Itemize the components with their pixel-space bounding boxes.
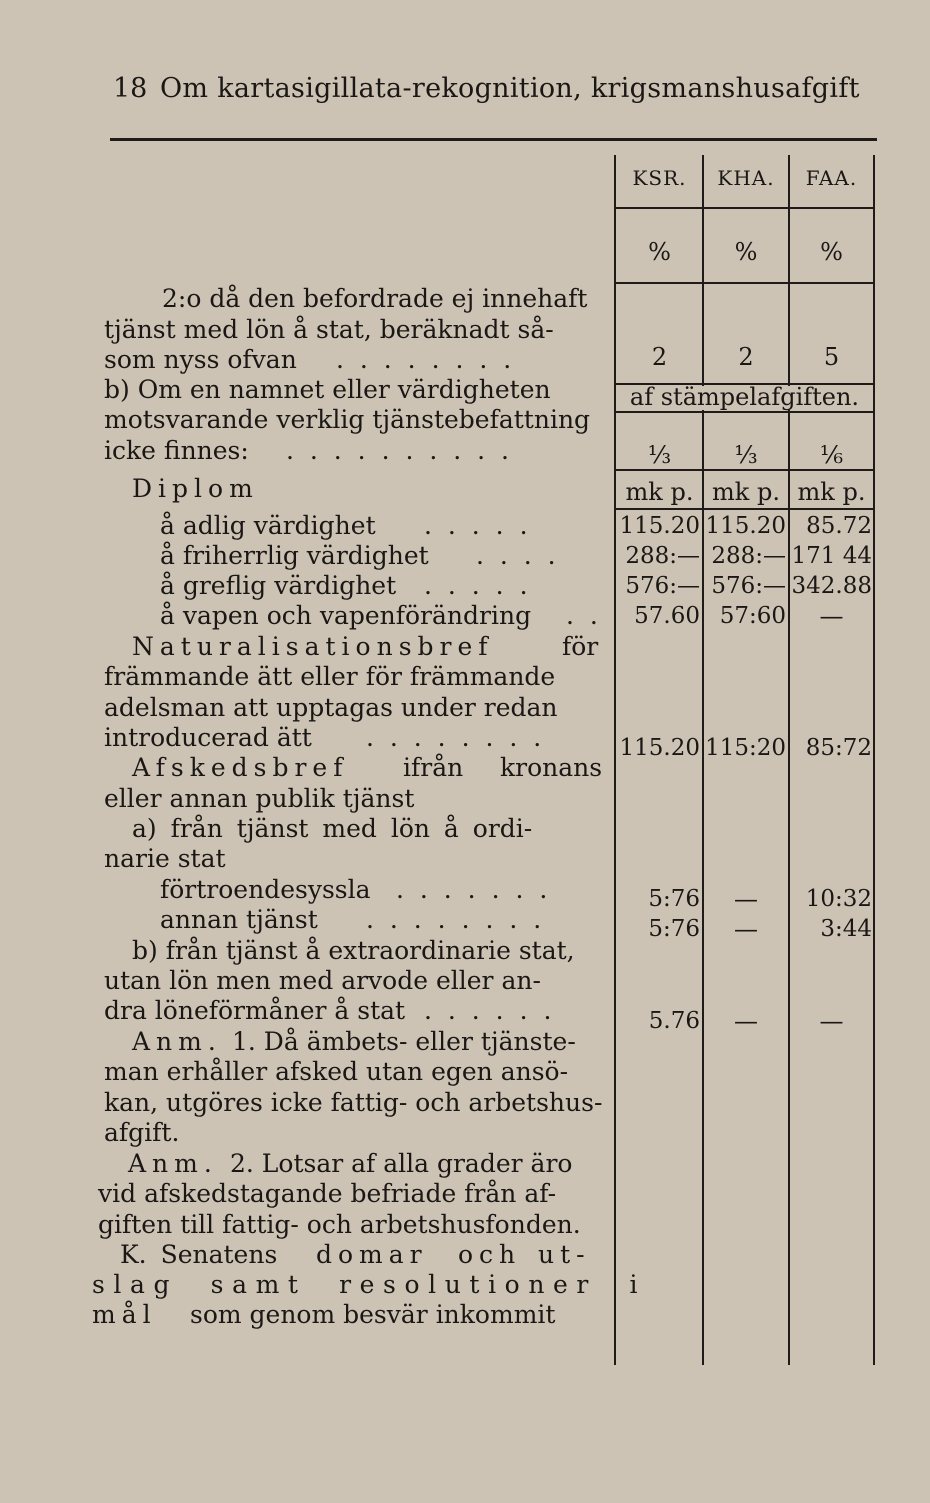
leader-dots: . . . . .	[424, 511, 532, 540]
text-line: man erhåller afsked utan egen ansö-	[104, 1057, 569, 1086]
leader-dots: . . . .	[476, 541, 560, 570]
text-line: 2:o då den befordrade ej innehaft	[162, 284, 588, 313]
stamp-caption: af stämpelafgiften.	[629, 383, 860, 411]
text-line: eller annan publik tjänst	[104, 784, 415, 813]
row-label-vapen: å vapen och vapenförändring	[160, 601, 532, 630]
value-ksr: 115.20	[619, 513, 700, 539]
leader-dots: . . . . . . .	[396, 875, 552, 904]
text-line: narie stat	[104, 844, 226, 873]
page-number: 18	[113, 73, 148, 104]
value-ksr: 5.76	[648, 1008, 700, 1034]
row-2o-faa: 5	[823, 343, 840, 371]
leader-dots: . . . . . . . .	[336, 345, 516, 374]
value-kha: 288:—	[711, 543, 786, 569]
text-line: introducerad ätt	[104, 723, 312, 752]
text-line: a) från tjänst med lön å ordi-	[132, 814, 533, 843]
value-ksr: 57.60	[634, 603, 700, 629]
col-kha-unit: mk p.	[712, 478, 780, 506]
text-line: icke finnes:	[104, 436, 249, 465]
section-heading-afskedsbref: Afskedsbref	[132, 753, 349, 782]
text-line: vid afskedstagande befriade från af-	[98, 1179, 557, 1208]
value-faa: 10:32	[805, 886, 872, 912]
value-faa: 342.88	[791, 573, 872, 599]
section-heading-k: K. Senatens	[120, 1240, 278, 1269]
text-line: som nyss ofvan	[104, 345, 297, 374]
value-kha: 115:20	[705, 735, 786, 761]
value-ksr: 5:76	[648, 886, 700, 912]
grid-line-right	[873, 155, 875, 1365]
row-label-annan: annan tjänst	[160, 905, 318, 934]
value-faa: 85:72	[805, 735, 872, 761]
text-line: b) från tjänst å extraordinarie stat,	[132, 936, 575, 965]
col-ksr-unit: mk p.	[625, 478, 694, 506]
leader-dots: . . . . . . . .	[366, 905, 546, 934]
value-kha: —	[734, 1007, 758, 1035]
text-line: adelsman att upptagas under redan	[104, 693, 558, 722]
col-ksr-header: KSR.	[632, 166, 687, 190]
text-line: främmande ätt eller för främmande	[104, 662, 556, 691]
row-label-extra: dra löneförmåner å stat	[104, 996, 406, 1025]
leader-dots: . . . . . . . . . .	[286, 436, 513, 465]
text-line: 1. Då ämbets- eller tjänste-	[232, 1027, 576, 1056]
col-ksr-percent: %	[648, 238, 671, 266]
col-faa-fraction: ⅙	[819, 441, 844, 469]
header-rule	[110, 138, 877, 141]
value-faa: —	[819, 1007, 844, 1035]
value-faa: 171 44	[791, 543, 872, 569]
leader-dots: . . . . . .	[424, 996, 556, 1025]
col-faa-percent: %	[820, 238, 843, 266]
text-line: b) Om en namnet eller värdigheten	[104, 375, 551, 404]
value-ksr: 288:—	[625, 543, 700, 569]
row-label-fortroende: förtroendesyssla	[160, 875, 371, 904]
text-line: 2. Lotsar af alla grader äro	[230, 1149, 573, 1178]
grid-rule-percent	[614, 282, 875, 284]
value-faa: 85.72	[806, 513, 872, 539]
value-kha: 57:60	[719, 603, 786, 629]
grid-rule-head	[614, 207, 875, 209]
value-kha: 576:—	[711, 573, 786, 599]
row-label-friherrlig: å friherrlig värdighet	[160, 541, 429, 570]
col-kha-fraction: ⅓	[734, 441, 758, 469]
value-kha: —	[734, 885, 758, 913]
leader-dots: . . . . .	[424, 571, 532, 600]
text-line: afgift.	[104, 1118, 180, 1147]
value-ksr: 115.20	[619, 735, 700, 761]
note-label: Anm.	[128, 1149, 218, 1178]
text-word: ut-	[538, 1240, 591, 1269]
section-heading-diplom: Diplom	[132, 474, 259, 503]
text-word: domar	[316, 1240, 428, 1269]
col-kha-percent: %	[734, 238, 758, 266]
col-faa-unit: mk p.	[797, 478, 866, 506]
text-line: kan, utgöres icke fattig- och arbetshus-	[104, 1088, 603, 1117]
col-kha-header: KHA.	[717, 166, 775, 190]
text-line: motsvarande verklig tjänstebefattning	[104, 405, 591, 434]
text-word: mål	[92, 1300, 157, 1329]
section-heading-naturalisation: Naturalisationsbref	[132, 632, 494, 661]
grid-rule-units	[614, 508, 875, 510]
row-2o-ksr: 2	[651, 343, 668, 371]
text-line: giften till fattig- och arbetshusfonden.	[98, 1210, 581, 1239]
col-ksr-fraction: ⅓	[647, 441, 672, 469]
text-word: ifrån	[403, 753, 464, 782]
value-kha: 115.20	[705, 513, 786, 539]
value-faa: —	[819, 602, 844, 630]
row-label-adlig: å adlig värdighet	[160, 511, 376, 540]
text-line: tjänst med lön å stat, beräknadt så-	[104, 315, 554, 344]
row-label-greflig: å greflig värdighet	[160, 571, 397, 600]
leader-dots: . .	[566, 601, 602, 630]
text-line: slag samt resolutioner i	[92, 1270, 647, 1299]
text-word: kronans	[500, 753, 603, 782]
note-label: Anm.	[132, 1027, 222, 1056]
text-line: utan lön men med arvode eller an-	[104, 966, 541, 995]
leader-dots: . . . . . . . .	[366, 723, 546, 752]
text-word: för	[562, 632, 599, 661]
value-faa: 3:44	[820, 916, 872, 942]
text-line: som genom besvär inkommit	[190, 1300, 556, 1329]
col-faa-header: FAA.	[805, 166, 858, 190]
text-word: och	[458, 1240, 522, 1269]
row-2o-kha: 2	[738, 343, 754, 371]
value-ksr: 576:—	[625, 573, 700, 599]
value-kha: —	[734, 915, 758, 943]
page-title: Om kartasigillata-rekognition, krigsmanshusafgift	[160, 73, 860, 104]
value-ksr: 5:76	[648, 916, 700, 942]
